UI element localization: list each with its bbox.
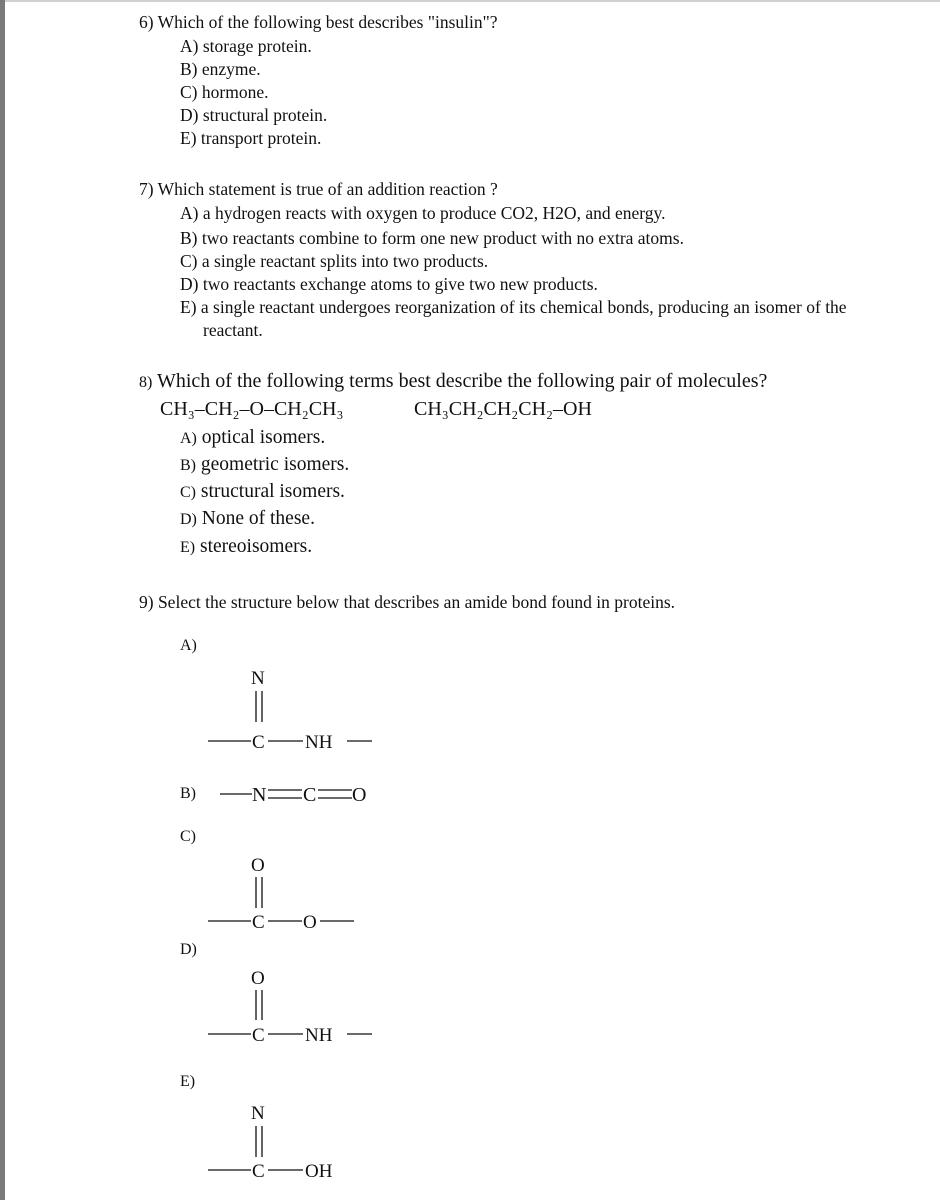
structure-c-right-atom: O — [303, 912, 317, 933]
q9-label-a: A) — [180, 637, 197, 654]
q6-option-e: E) transport protein. — [180, 128, 322, 148]
structure-d-center-atom: C — [252, 1025, 265, 1046]
q8-option-c: C) structural isomers. — [180, 481, 345, 502]
structure-a — [208, 668, 372, 753]
structure-b-atom-3: O — [352, 784, 367, 806]
q7-option-e: E) a single reactant undergoes reorganization of its chemical bonds, producing an isomer of the — [180, 297, 847, 317]
structure-e-center-atom: C — [252, 1161, 265, 1182]
structure-e — [208, 1103, 333, 1182]
q8-option-b: B) geometric isomers. — [180, 454, 350, 475]
structure-e-top-atom: N — [251, 1103, 265, 1124]
structure-a-right-atom: NH — [305, 732, 333, 753]
q9-label-d: D) — [180, 941, 197, 958]
structure-c-center-atom: C — [252, 912, 265, 933]
structure-b-atom-1: N — [252, 784, 267, 806]
q8-option-a: A) optical isomers. — [180, 427, 326, 448]
question-6-text: 6) Which of the following best describes "insulin"? — [139, 12, 498, 32]
structure-b — [220, 784, 366, 806]
q8-option-e: E) stereoisomers. — [180, 536, 313, 557]
q7-option-e-continued: reactant. — [203, 320, 263, 340]
q7-option-b: B) two reactants combine to form one new product with no extra atoms. — [180, 228, 684, 248]
q8-option-d: D) None of these. — [180, 508, 315, 529]
q9-label-c: C) — [180, 828, 196, 845]
q9-label-b: B) — [180, 785, 196, 802]
question-7-text: 7) Which statement is true of an addition reaction ? — [139, 179, 498, 199]
structure-c-top-atom: O — [251, 855, 265, 876]
molecule-1: CH₃–CH₂–O–CH₂CH₃ — [160, 398, 344, 420]
q7-option-d: D) two reactants exchange atoms to give two new products. — [180, 274, 598, 294]
question-9-text: 9) Select the structure below that describes an amide bond found in proteins. — [139, 592, 676, 612]
question-8-number: 8) — [139, 374, 153, 391]
q6-option-a: A) storage protein. — [180, 36, 312, 56]
q7-option-a: A) a hydrogen reacts with oxygen to produce CO2, H2O, and energy. — [180, 203, 666, 223]
q9-label-e: E) — [180, 1073, 196, 1090]
structure-b-atom-2: C — [303, 784, 317, 806]
structure-a-center-atom: C — [252, 732, 265, 753]
q6-option-d: D) structural protein. — [180, 105, 328, 125]
structure-d-top-atom: O — [251, 968, 265, 989]
molecule-2: CH₃CH₂CH₂CH₂–OH — [414, 398, 592, 420]
structure-d-right-atom: NH — [305, 1025, 333, 1046]
structure-e-right-atom: OH — [305, 1161, 333, 1182]
structure-d — [208, 968, 372, 1046]
q6-option-c: C) hormone. — [180, 82, 269, 102]
q6-option-b: B) enzyme. — [180, 59, 261, 79]
structure-a-top-atom: N — [251, 668, 265, 689]
q7-option-c: C) a single reactant splits into two products. — [180, 251, 489, 271]
structure-c — [208, 855, 354, 933]
question-8-prompt: Which of the following terms best describe the following pair of molecules? — [156, 370, 768, 392]
